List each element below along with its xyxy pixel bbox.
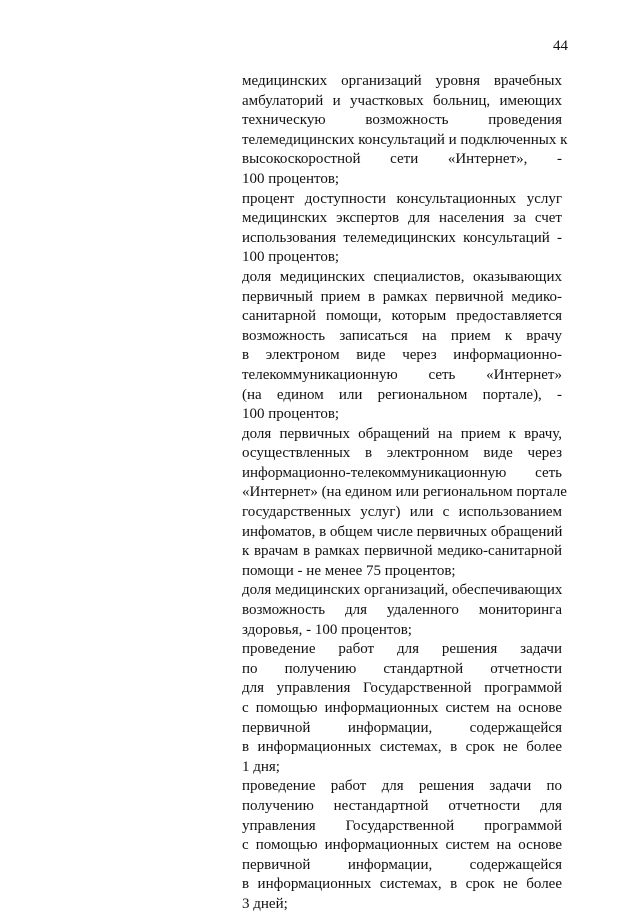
text-line: первичной информации, содержащейся bbox=[242, 719, 562, 736]
text-line: в электроном виде через информационно- bbox=[242, 347, 562, 364]
text-line: медицинских экспертов для населения за счет bbox=[242, 210, 562, 227]
text-line: к врачам в рамках первичной медико-санитарной bbox=[242, 543, 562, 560]
page-number: 44 bbox=[553, 38, 568, 54]
text-line: проведение работ для решения задачи по bbox=[242, 778, 562, 795]
text-line: государственных услуг) или с использованием bbox=[242, 504, 562, 521]
text-line: телекоммуникационную сеть «Интернет» bbox=[242, 366, 562, 383]
text-line: помощи - не менее 75 процентов; bbox=[242, 562, 456, 579]
text-line: техническую возможность проведения bbox=[242, 112, 562, 129]
text-line: 100 процентов; bbox=[242, 249, 340, 266]
text-line: телемедицинских консультаций и подключенных к bbox=[242, 131, 568, 148]
text-line: возможность для удаленного мониторинга bbox=[242, 602, 562, 619]
document-body bbox=[242, 72, 568, 915]
text-line: с помощью информационных систем на основе bbox=[242, 837, 562, 854]
text-line: первичной информации, содержащейся bbox=[242, 856, 562, 873]
text-line: по получению стандартной отчетности bbox=[242, 660, 562, 677]
text-line: здоровья, - 100 процентов; bbox=[242, 621, 412, 638]
text-line: доля медицинских организаций, обеспечивающих bbox=[242, 582, 563, 599]
text-line: 100 процентов; bbox=[242, 170, 340, 187]
text-line: управления Государственной программой bbox=[242, 817, 562, 834]
text-line: «Интернет» (на едином или региональном портале bbox=[242, 484, 567, 501]
text-line: возможность записаться на прием к врачу bbox=[242, 327, 562, 344]
text-line: процент доступности консультационных услуг bbox=[242, 190, 562, 207]
text-line: использования телемедицинских консультаций - bbox=[242, 229, 562, 246]
text-line: для управления Государственной программой bbox=[242, 680, 562, 697]
text-line: 1 дня; bbox=[242, 758, 280, 775]
text-line: санитарной помощи, которым предоставляется bbox=[242, 308, 562, 325]
text-line: в информационных системах, в срок не более bbox=[242, 739, 562, 756]
text-line: с помощью информационных систем на основе bbox=[242, 700, 562, 716]
text-line: доля медицинских специалистов, оказывающих bbox=[242, 268, 562, 285]
text-line: первичный прием в рамках первичной медико- bbox=[242, 288, 562, 305]
text-line: амбулаторий и участковых больниц, имеющих bbox=[242, 92, 562, 109]
text-line: доля первичных обращений на прием к врачу, bbox=[242, 425, 562, 442]
text-line: 3 дней; bbox=[242, 895, 288, 912]
text-line: медицинских организаций уровня врачебных bbox=[242, 73, 562, 89]
text-line: (на едином или региональном портале), - bbox=[242, 386, 562, 403]
text-line: высокоскоростной сети «Интернет», - bbox=[242, 151, 562, 168]
text-line: осуществленных в электронном виде через bbox=[242, 445, 562, 462]
text-line: получению нестандартной отчетности для bbox=[242, 797, 562, 814]
text-line: 100 процентов; bbox=[242, 406, 340, 423]
text-line: в информационных системах, в срок не более bbox=[242, 876, 562, 893]
text-line: инфоматов, в общем числе первичных обращений bbox=[242, 523, 563, 540]
text-line: проведение работ для решения задачи bbox=[242, 641, 562, 658]
text-line: информационно-телекоммуникационную сеть bbox=[242, 464, 562, 481]
